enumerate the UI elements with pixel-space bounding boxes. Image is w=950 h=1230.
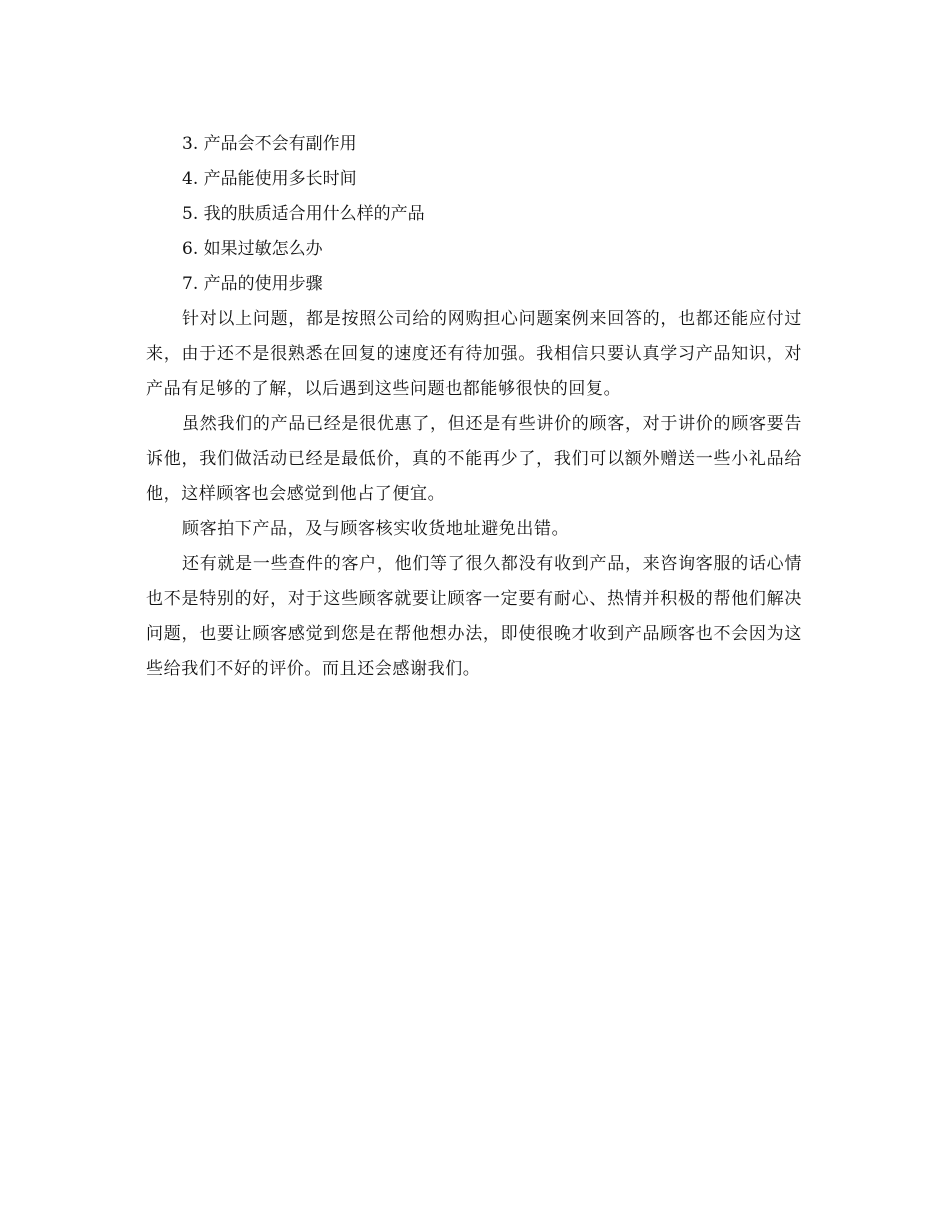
paragraph: 针对以上问题，都是按照公司给的网购担心问题案例来回答的，也都还能应付过来，由于还不是很熟悉在回复的速度还有待加强。我相信只要认真学习产品知识，对产品有足够的了解，以后遇到这些问题也都能够很快的回复。 bbox=[146, 309, 802, 399]
list-item: 6. 如果过敏怎么办 bbox=[182, 239, 323, 259]
list-item: 3. 产品会不会有副作用 bbox=[182, 134, 357, 154]
list-item: 7. 产品的使用步骤 bbox=[182, 274, 323, 294]
list-item: 5. 我的肤质适合用什么样的产品 bbox=[182, 204, 425, 224]
paragraph: 虽然我们的产品已经是很优惠了，但还是有些讲价的顾客，对于讲价的顾客要告诉他，我们做活动已经是最低价，真的不能再少了，我们可以额外赠送一些小礼品给他，这样顾客也会感觉到他占了便宜。 bbox=[146, 414, 802, 504]
paragraph: 顾客拍下产品，及与顾客核实收货地址避免出错。 bbox=[182, 519, 570, 539]
list-item: 4. 产品能使用多长时间 bbox=[182, 169, 357, 189]
paragraph: 还有就是一些查件的客户，他们等了很久都没有收到产品，来咨询客服的话心情也不是特别的好，对于这些顾客就要让顾客一定要有耐心、热情并积极的帮他们解决问题，也要让顾客感觉到您是在帮他想办法，即使很晚才收到产品顾客也不会因为这些给我们不好的评价。而且还会感谢我们。 bbox=[146, 554, 802, 679]
document-body bbox=[146, 127, 802, 687]
